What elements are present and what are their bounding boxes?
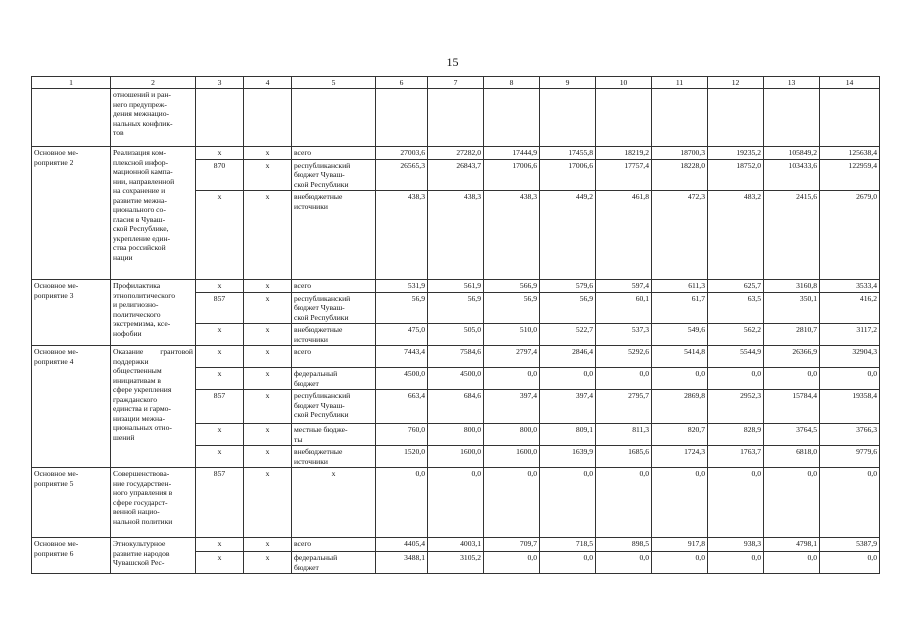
code-cell: x [244, 368, 292, 390]
value-cell: 19235,2 [708, 147, 764, 160]
code-cell: x [244, 346, 292, 368]
value-cell: 5387,9 [820, 538, 880, 552]
code-cell: x [244, 147, 292, 160]
code-cell: x [196, 191, 244, 280]
value-cell: 26366,9 [764, 346, 820, 368]
value-cell: 0,0 [708, 368, 764, 390]
value-cell: 18752,0 [708, 159, 764, 191]
value-cell: 56,9 [540, 292, 596, 324]
code-cell: x [196, 552, 244, 574]
value-cell: 2869,8 [652, 390, 708, 424]
value-cell: 1685,6 [596, 446, 652, 468]
page-number: 15 [446, 55, 459, 69]
column-header-5: 5 [292, 77, 376, 89]
column-header-4: 4 [244, 77, 292, 89]
code-cell: x [196, 368, 244, 390]
value-cell: 0,0 [540, 468, 596, 538]
value-cell: 510,0 [484, 324, 540, 346]
value-cell: 5544,9 [708, 346, 764, 368]
code-cell [244, 89, 292, 147]
value-cell: 56,9 [484, 292, 540, 324]
value-cell: 0,0 [652, 468, 708, 538]
value-cell: 0,0 [428, 468, 484, 538]
code-cell: x [244, 292, 292, 324]
code-cell: x [244, 538, 292, 552]
value-cell: 103433,6 [764, 159, 820, 191]
column-header-13: 13 [764, 77, 820, 89]
value-cell: 18219,2 [596, 147, 652, 160]
code-cell: x [196, 324, 244, 346]
code-cell: x [244, 280, 292, 293]
value-cell: 0,0 [596, 552, 652, 574]
value-cell: 684,6 [428, 390, 484, 424]
value-cell: 3533,4 [820, 280, 880, 293]
funding-source: республиканский бюджет Чуваш- ской Республики [292, 159, 376, 191]
value-cell: 1763,7 [708, 446, 764, 468]
funding-source: всего [292, 346, 376, 368]
value-cell: 4798,1 [764, 538, 820, 552]
code-cell: x [244, 324, 292, 346]
value-cell: 800,0 [428, 424, 484, 446]
value-cell: 917,8 [652, 538, 708, 552]
column-header-2: 2 [111, 77, 196, 89]
funding-source: федеральный бюджет [292, 552, 376, 574]
code-cell [196, 89, 244, 147]
value-cell: 350,1 [764, 292, 820, 324]
value-cell: 6818,0 [764, 446, 820, 468]
value-cell [708, 89, 764, 147]
activity-description: Профилактика этнополитического и религиозно- политического экстремизма, ксе- нофобии [111, 280, 196, 346]
value-cell: 800,0 [484, 424, 540, 446]
value-cell: 505,0 [428, 324, 484, 346]
value-cell: 811,3 [596, 424, 652, 446]
value-cell: 4405,4 [376, 538, 428, 552]
value-cell: 0,0 [540, 552, 596, 574]
value-cell: 397,4 [484, 390, 540, 424]
funding-source: внебюджетные источники [292, 446, 376, 468]
value-cell: 1520,0 [376, 446, 428, 468]
value-cell: 597,4 [596, 280, 652, 293]
value-cell [428, 89, 484, 147]
value-cell: 718,5 [540, 538, 596, 552]
value-cell: 56,9 [376, 292, 428, 324]
value-cell: 125638,4 [820, 147, 880, 160]
value-cell: 27282,0 [428, 147, 484, 160]
value-cell: 26843,7 [428, 159, 484, 191]
value-cell [484, 89, 540, 147]
budget-table [31, 76, 880, 574]
value-cell: 17006,6 [540, 159, 596, 191]
value-cell: 2952,3 [708, 390, 764, 424]
value-cell: 611,3 [652, 280, 708, 293]
column-header-6: 6 [376, 77, 428, 89]
column-header-7: 7 [428, 77, 484, 89]
value-cell: 483,2 [708, 191, 764, 280]
activity-name: Основное ме- роприятие 2 [32, 147, 111, 280]
activity-description: Оказание грантовой поддержки общественным инициативам в сфере укрепления гражданского единства и гармо- низации межна- циональных отно- шений [111, 346, 196, 468]
table-row [32, 538, 880, 552]
value-cell [820, 89, 880, 147]
value-cell: 0,0 [484, 552, 540, 574]
value-cell: 549,6 [652, 324, 708, 346]
code-cell: x [244, 191, 292, 280]
code-cell: x [244, 468, 292, 538]
value-cell: 3488,1 [376, 552, 428, 574]
value-cell: 820,7 [652, 424, 708, 446]
column-header-9: 9 [540, 77, 596, 89]
value-cell: 2679,0 [820, 191, 880, 280]
funding-source [292, 89, 376, 147]
column-header-11: 11 [652, 77, 708, 89]
value-cell: 1600,0 [484, 446, 540, 468]
value-cell: 122959,4 [820, 159, 880, 191]
value-cell: 561,9 [428, 280, 484, 293]
activity-description: Реализация ком- плексной инфор- мационной кампа- нии, направленной на сохранение и развитие межна- ционального со- гласия в Чуваш- ской Республике, укрепление един- ства российской нации [111, 147, 196, 280]
value-cell: 0,0 [596, 468, 652, 538]
value-cell [540, 89, 596, 147]
value-cell: 475,0 [376, 324, 428, 346]
code-cell: 870 [196, 159, 244, 191]
value-cell: 61,7 [652, 292, 708, 324]
value-cell: 32904,3 [820, 346, 880, 368]
funding-source: внебюджетные источники [292, 324, 376, 346]
value-cell: 0,0 [376, 468, 428, 538]
value-cell: 760,0 [376, 424, 428, 446]
value-cell: 0,0 [764, 468, 820, 538]
code-cell: 857 [196, 292, 244, 324]
value-cell: 19358,4 [820, 390, 880, 424]
table-row [32, 280, 880, 293]
code-cell: x [196, 446, 244, 468]
funding-source: республиканский бюджет Чуваш- ской Республики [292, 292, 376, 324]
funding-source: федеральный бюджет [292, 368, 376, 390]
value-cell: 461,8 [596, 191, 652, 280]
value-cell: 0,0 [484, 468, 540, 538]
funding-source: всего [292, 538, 376, 552]
table-row [32, 346, 880, 368]
code-cell: x [196, 147, 244, 160]
value-cell: 663,4 [376, 390, 428, 424]
value-cell: 2810,7 [764, 324, 820, 346]
value-cell: 0,0 [484, 368, 540, 390]
value-cell: 1724,3 [652, 446, 708, 468]
table-row [32, 468, 880, 538]
activity-description: Совершенствова- ние государствен- ного управления в сфере государст- венной нацио- нальной политики [111, 468, 196, 538]
value-cell: 3117,2 [820, 324, 880, 346]
value-cell: 17444,9 [484, 147, 540, 160]
value-cell: 3160,8 [764, 280, 820, 293]
value-cell: 0,0 [764, 368, 820, 390]
funding-source: республиканский бюджет Чуваш- ской Республики [292, 390, 376, 424]
value-cell: 709,7 [484, 538, 540, 552]
code-cell: x [244, 159, 292, 191]
value-cell: 3766,3 [820, 424, 880, 446]
funding-source: всего [292, 280, 376, 293]
activity-name: Основное ме- роприятие 4 [32, 346, 111, 468]
funding-source: x [292, 468, 376, 538]
value-cell: 63,5 [708, 292, 764, 324]
value-cell: 3105,2 [428, 552, 484, 574]
value-cell: 0,0 [652, 552, 708, 574]
value-cell: 3764,5 [764, 424, 820, 446]
code-cell: 857 [196, 468, 244, 538]
table-row [32, 147, 880, 160]
column-header-3: 3 [196, 77, 244, 89]
value-cell: 809,1 [540, 424, 596, 446]
code-cell: x [196, 424, 244, 446]
code-cell: x [196, 346, 244, 368]
code-cell: x [244, 424, 292, 446]
value-cell: 17006,6 [484, 159, 540, 191]
value-cell: 1639,9 [540, 446, 596, 468]
value-cell: 4003,1 [428, 538, 484, 552]
value-cell: 898,5 [596, 538, 652, 552]
code-cell: 857 [196, 390, 244, 424]
funding-source: местные бюдже- ты [292, 424, 376, 446]
value-cell: 531,9 [376, 280, 428, 293]
value-cell: 4500,0 [428, 368, 484, 390]
code-cell: x [244, 390, 292, 424]
value-cell: 56,9 [428, 292, 484, 324]
value-cell [652, 89, 708, 147]
value-cell: 60,1 [596, 292, 652, 324]
value-cell: 2415,6 [764, 191, 820, 280]
value-cell [764, 89, 820, 147]
value-cell: 566,9 [484, 280, 540, 293]
value-cell: 7443,4 [376, 346, 428, 368]
activity-description: Этнокультурное развитие народов Чувашской Рес- [111, 538, 196, 574]
value-cell: 18228,0 [652, 159, 708, 191]
value-cell [376, 89, 428, 147]
value-cell: 0,0 [652, 368, 708, 390]
value-cell: 0,0 [708, 468, 764, 538]
column-header-8: 8 [484, 77, 540, 89]
value-cell: 7584,6 [428, 346, 484, 368]
value-cell: 416,2 [820, 292, 880, 324]
value-cell: 26565,3 [376, 159, 428, 191]
header-row [32, 77, 880, 89]
value-cell: 579,6 [540, 280, 596, 293]
value-cell: 397,4 [540, 390, 596, 424]
value-cell: 0,0 [820, 368, 880, 390]
value-cell: 17455,8 [540, 147, 596, 160]
funding-source: внебюджетные источники [292, 191, 376, 280]
code-cell: x [196, 538, 244, 552]
value-cell: 1600,0 [428, 446, 484, 468]
activity-name: Основное ме- роприятие 5 [32, 468, 111, 538]
value-cell: 17757,4 [596, 159, 652, 191]
value-cell: 15784,4 [764, 390, 820, 424]
column-header-14: 14 [820, 77, 880, 89]
activity-description: отношений и ран- него предупреж- дения межнацио- нальных конфлик- тов [111, 89, 196, 147]
value-cell: 2797,4 [484, 346, 540, 368]
value-cell: 4500,0 [376, 368, 428, 390]
value-cell: 562,2 [708, 324, 764, 346]
value-cell: 449,2 [540, 191, 596, 280]
value-cell: 0,0 [764, 552, 820, 574]
value-cell: 0,0 [820, 468, 880, 538]
value-cell: 0,0 [708, 552, 764, 574]
value-cell: 2795,7 [596, 390, 652, 424]
value-cell: 9779,6 [820, 446, 880, 468]
table-row [32, 89, 880, 147]
code-cell: x [244, 446, 292, 468]
value-cell: 5292,6 [596, 346, 652, 368]
column-header-12: 12 [708, 77, 764, 89]
activity-name: Основное ме- роприятие 6 [32, 538, 111, 574]
activity-name [32, 89, 111, 147]
funding-source: всего [292, 147, 376, 160]
column-header-1: 1 [32, 77, 111, 89]
column-header-10: 10 [596, 77, 652, 89]
value-cell: 438,3 [376, 191, 428, 280]
value-cell: 472,3 [652, 191, 708, 280]
value-cell: 438,3 [428, 191, 484, 280]
code-cell: x [196, 280, 244, 293]
value-cell: 2846,4 [540, 346, 596, 368]
value-cell: 438,3 [484, 191, 540, 280]
value-cell: 27003,6 [376, 147, 428, 160]
value-cell: 938,3 [708, 538, 764, 552]
value-cell [596, 89, 652, 147]
value-cell: 0,0 [540, 368, 596, 390]
code-cell: x [244, 552, 292, 574]
value-cell: 537,3 [596, 324, 652, 346]
value-cell: 828,9 [708, 424, 764, 446]
value-cell: 18700,3 [652, 147, 708, 160]
value-cell: 0,0 [596, 368, 652, 390]
value-cell: 522,7 [540, 324, 596, 346]
value-cell: 625,7 [708, 280, 764, 293]
activity-name: Основное ме- роприятие 3 [32, 280, 111, 346]
value-cell: 105849,2 [764, 147, 820, 160]
value-cell: 5414,8 [652, 346, 708, 368]
value-cell: 0,0 [820, 552, 880, 574]
